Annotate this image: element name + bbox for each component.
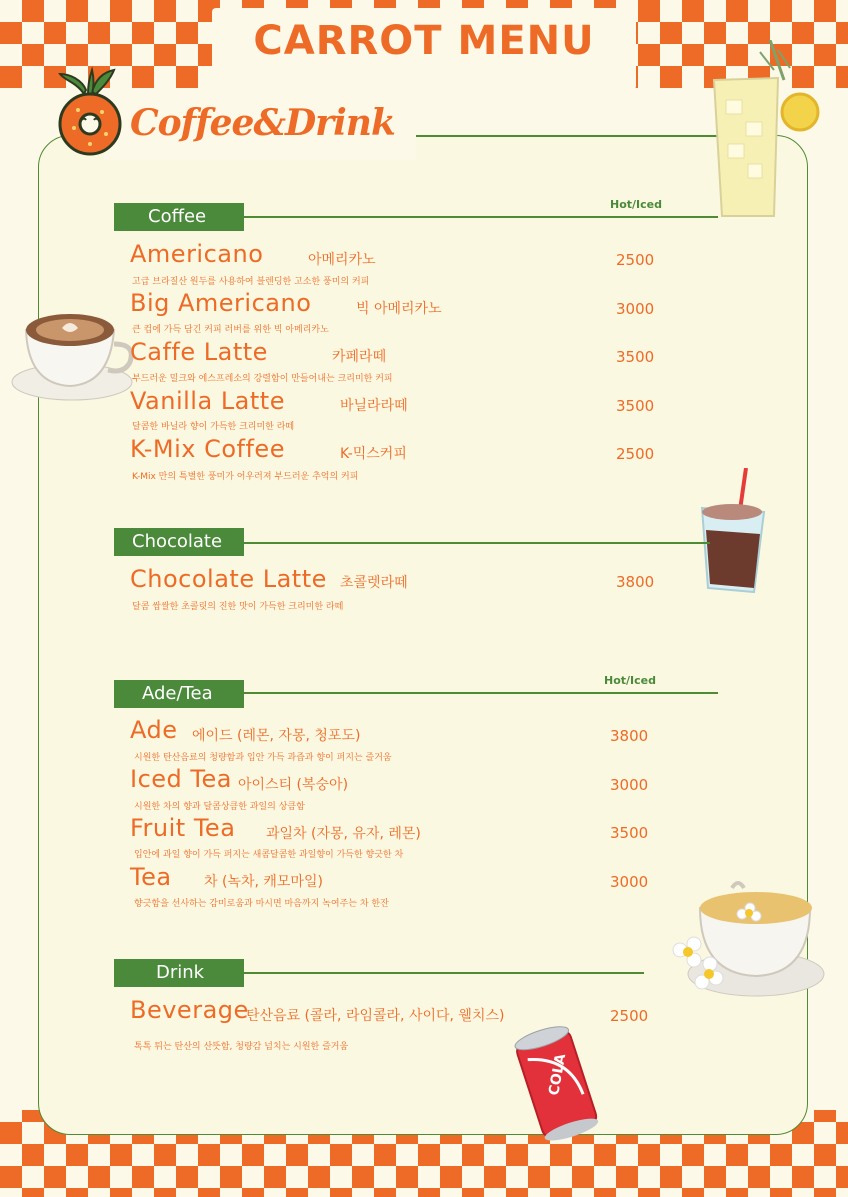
category-bar-drink: [114, 959, 244, 987]
cola-can-icon: [506, 1022, 606, 1142]
lemonade-glass-icon: [700, 40, 820, 225]
menu-item-description: 달콤한 바닐라 향이 가득한 크리미한 라떼: [132, 422, 295, 432]
menu-item-name: Americano: [130, 240, 264, 268]
menu-item-description: 톡톡 튀는 탄산의 산뜻함, 청량감 넘치는 시원한 즐거움: [134, 1042, 349, 1052]
menu-item-price: 3500: [616, 397, 655, 415]
menu-item-description: K-Mix 만의 특별한 풍미가 어우러져 부드러운 추억의 커피: [132, 472, 359, 482]
menu-item-description: 달콤 쌉쌀한 초콜릿의 진한 맛이 가득한 크리미한 라떼: [132, 602, 344, 612]
hot-iced-label: Hot/Iced: [604, 674, 656, 687]
category-title: Ade/Tea: [142, 683, 213, 704]
category-divider: [244, 692, 718, 694]
menu-item-korean-name: 바닐라라떼: [340, 398, 408, 414]
menu-item-description: 큰 컵에 가득 담긴 커피 러버를 위한 빅 아메리카노: [132, 325, 329, 335]
section-title: Coffee&Drink: [130, 102, 395, 144]
category-divider: [244, 216, 718, 218]
menu-item-name: Chocolate Latte: [130, 565, 327, 593]
cappuccino-cup-icon: [10, 300, 150, 405]
menu-item-name: Tea: [130, 863, 172, 891]
menu-item-price: 3500: [610, 824, 649, 842]
menu-item-korean-name: K-믹스커피: [340, 446, 407, 462]
menu-item-name: Fruit Tea: [130, 814, 236, 842]
menu-item-name: Big Americano: [130, 289, 312, 317]
menu-item-price: 3500: [616, 348, 655, 366]
header-divider: [416, 135, 746, 137]
category-title: Coffee: [148, 206, 207, 227]
menu-item-price: 2500: [610, 1007, 649, 1025]
carrot-donut-logo: [52, 64, 128, 160]
menu-item-name: K-Mix Coffee: [130, 435, 285, 463]
category-bar-ade-tea: [114, 680, 244, 708]
page-title: CARROT MENU: [253, 18, 595, 64]
menu-item-price: 2500: [616, 251, 655, 269]
menu-item-description: 입안에 과일 향이 가득 퍼지는 새콤달콤한 과일향이 가득한 향긋한 차: [134, 850, 404, 860]
iced-chocolate-glass-icon: [692, 468, 772, 598]
category-divider: [244, 542, 710, 544]
menu-item-name: Beverage: [130, 996, 249, 1024]
menu-item-price: 3800: [616, 573, 655, 591]
menu-item-korean-name: 에이드 (레몬, 자몽, 청포도): [192, 728, 361, 744]
category-title: Chocolate: [132, 531, 223, 552]
menu-item-korean-name: 초콜렛라떼: [340, 575, 408, 591]
menu-item-description: 시원한 탄산음료의 청량함과 입안 가득 과즙과 향이 퍼지는 즐거움: [134, 753, 392, 763]
category-bar-coffee: [114, 203, 244, 231]
menu-item-price: 3000: [610, 776, 649, 794]
menu-item-korean-name: 차 (녹차, 캐모마일): [204, 874, 323, 890]
menu-item-korean-name: 탄산음료 (콜라, 라임콜라, 사이다, 웰치스): [246, 1008, 505, 1024]
menu-item-korean-name: 아이스티 (복숭아): [238, 777, 349, 793]
hot-iced-label: Hot/Iced: [610, 198, 662, 211]
chamomile-tea-cup-icon: [660, 878, 830, 998]
menu-item-korean-name: 빅 아메리카노: [356, 301, 442, 317]
menu-item-description: 향긋함을 선사하는 감미로움과 마시면 마음까지 녹여주는 차 한잔: [134, 899, 389, 909]
menu-item-korean-name: 아메리카노: [308, 252, 376, 268]
menu-item-price: 2500: [616, 445, 655, 463]
menu-item-korean-name: 카페라떼: [332, 349, 387, 365]
menu-item-price: 3800: [610, 727, 649, 745]
category-bar-chocolate: [114, 528, 244, 556]
menu-item-price: 3000: [610, 873, 649, 891]
menu-item-korean-name: 과일차 (자몽, 유자, 레몬): [266, 826, 421, 842]
menu-item-description: 부드러운 밀크와 에스프레소의 강렬함이 만들어내는 크리미한 커피: [132, 374, 393, 384]
menu-item-name: Ade: [130, 716, 178, 744]
category-divider: [244, 972, 644, 974]
menu-item-description: 고급 브라질산 원두를 사용하여 블렌딩한 고소한 풍미의 커피: [132, 277, 370, 287]
menu-item-name: Caffe Latte: [130, 338, 268, 366]
menu-item-description: 시원한 차의 향과 달콤상큼한 과일의 상큼함: [134, 802, 305, 812]
menu-item-name: Iced Tea: [130, 765, 232, 793]
menu-item-name: Vanilla Latte: [130, 387, 285, 415]
menu-item-price: 3000: [616, 300, 655, 318]
cola-can-label: COLA: [546, 1052, 570, 1097]
category-title: Drink: [156, 962, 205, 983]
